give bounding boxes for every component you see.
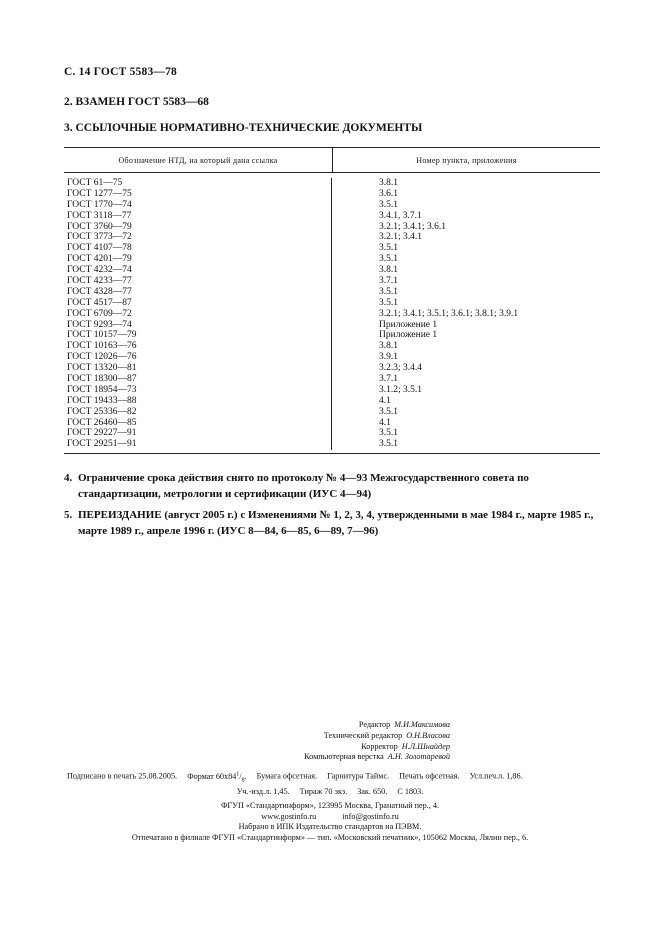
table-cell-clause: 3.2.1; 3.4.1 <box>379 232 423 243</box>
table-cell-clause: 3.7.1 <box>379 374 398 385</box>
table-cell-document: ГОСТ 29251—91 <box>67 439 137 450</box>
credit-role: Технический редактор <box>323 730 403 740</box>
table-cell-clause: 3.8.1 <box>379 178 398 188</box>
table-cell-document: ГОСТ 4201—79 <box>67 254 132 265</box>
section-5-number: 5. <box>64 509 73 521</box>
table-cell-clause: 3.2.3; 3.4.4 <box>379 363 423 374</box>
credit-role: Редактор <box>358 720 391 729</box>
table-cell-document: ГОСТ 9293—74 <box>67 319 132 330</box>
signed-date: Подписано в печать 25.08.2005. <box>67 771 178 781</box>
table-cell-clause: 3.5.1 <box>379 243 398 254</box>
table-cell-clause: 3.2.1; 3.4.1; 3.6.1 <box>379 221 447 232</box>
edition-sheets: Уч.-изд.л. 1,45. <box>236 787 290 797</box>
section-4-number: 4. <box>64 472 73 484</box>
table-cell-clause: 3.5.1 <box>379 199 398 210</box>
table-cell-document: ГОСТ 13320—81 <box>67 363 137 374</box>
table-cell-clause: Приложение 1 <box>379 319 438 330</box>
table-cell-document: ГОСТ 4232—74 <box>67 265 132 276</box>
clause-column <box>332 178 600 450</box>
table-cell-clause: 3.2.1; 3.4.1; 3.5.1; 3.6.1; 3.8.1; 3.9.1 <box>379 308 519 319</box>
credit-layout <box>210 752 450 763</box>
table-cell-document: ГОСТ 3118—77 <box>67 210 132 221</box>
print-run: Тираж 70 экз. <box>299 787 348 797</box>
table-cell-document: ГОСТ 3760—79 <box>67 221 132 232</box>
table-cell-clause: 3.1.2; 3.5.1 <box>379 384 423 395</box>
credits-block <box>210 720 450 763</box>
website-link[interactable]: www.gostinfo.ru <box>261 811 317 821</box>
section-5-text: ПЕРЕИЗДАНИЕ (август 2005 г.) с Изменениями № 1, 2, 3, 4, утвержденными в мае 1984 г., марте 1985 г., марте 1989 г., апреле 1996 г. (ИУС 8—84, 6—85, 6—89, 7—96) <box>78 509 594 537</box>
table-cell-clause: 3.5.1 <box>379 254 398 265</box>
publisher-block <box>40 801 620 843</box>
credit-tech-editor <box>210 731 450 742</box>
publisher-address: ФГУП «Стандартинформ», 123995 Москва, Гранатный пер., 4. <box>220 801 440 810</box>
credit-proofreader <box>210 742 450 753</box>
table-body <box>64 173 600 453</box>
order-number: Зак. 650. <box>357 787 388 797</box>
table-cell-document: ГОСТ 4517—87 <box>67 297 132 308</box>
table-cell-document: ГОСТ 4233—77 <box>67 276 132 287</box>
table-cell-clause: 3.8.1 <box>379 265 398 276</box>
table-cell-clause: 4.1 <box>379 395 391 406</box>
table-cell-clause: 3.6.1 <box>379 188 398 199</box>
table-cell-clause: 3.5.1 <box>379 406 398 417</box>
table-cell-clause: 3.8.1 <box>379 341 398 352</box>
table-cell-document: ГОСТ 18954—73 <box>67 384 137 395</box>
format: Формат $60x84^1/_8$. <box>187 771 247 784</box>
column-header-clause: Номер пункта, приложения <box>416 155 517 165</box>
table-cell-clause: 3.4.1, 3.7.1 <box>379 210 422 221</box>
credit-role: Корректор <box>361 741 398 751</box>
table-cell-document: ГОСТ 25336—82 <box>67 406 137 417</box>
table-cell-clause: 3.7.1 <box>379 276 398 287</box>
typeface: Гарнитура Таймс. <box>327 771 390 781</box>
table-cell-document: ГОСТ 1770—74 <box>67 199 132 210</box>
table-cell-document: ГОСТ 61—75 <box>67 178 123 188</box>
code: С 1803. <box>397 787 424 797</box>
table-cell-document: ГОСТ 19433—88 <box>67 395 137 406</box>
email-link[interactable]: info@gostinfo.ru <box>342 811 399 821</box>
credit-name: О.Н.Власова <box>406 730 450 740</box>
publisher-contacts <box>40 812 620 823</box>
print-info-line-2 <box>60 786 600 797</box>
table-cell-clause: Приложение 1 <box>379 330 438 341</box>
document-column <box>64 178 332 450</box>
print-sheets: Усл.печ.л. 1,86. <box>469 771 523 781</box>
table-cell-document: ГОСТ 4107—78 <box>67 243 132 254</box>
table-cell-document: ГОСТ 4328—77 <box>67 286 132 297</box>
table-cell-clause: 3.5.1 <box>379 286 398 297</box>
table-cell-document: ГОСТ 12026—76 <box>67 352 137 363</box>
table-cell-document: ГОСТ 18300—87 <box>67 374 137 385</box>
credit-role: Компьютерная верстка <box>304 752 384 762</box>
table-cell-clause: 3.9.1 <box>379 352 398 363</box>
table-cell-clause: 3.5.1 <box>379 428 398 439</box>
table-cell-clause: 3.5.1 <box>379 297 398 308</box>
section-3-heading: 3. ССЫЛОЧНЫЕ НОРМАТИВНО-ТЕХНИЧЕСКИЕ ДОКУМЕНТЫ <box>64 122 423 134</box>
table-cell-document: ГОСТ 6709—72 <box>67 308 132 319</box>
section-4-text: Ограничение срока действия снято по протоколу № 4—93 Межгосударственного совета по стандартизации, метрологии и сертификации (ИУС 4—94) <box>78 472 529 500</box>
credit-name: М.И.Максимова <box>394 720 450 729</box>
column-header-document: Обозначение НТД, на который дана ссылка <box>64 148 333 172</box>
credit-editor <box>210 720 450 731</box>
print-info <box>60 769 600 797</box>
table-header <box>64 148 600 173</box>
table-cell-document: ГОСТ 10163—76 <box>67 341 137 352</box>
table-cell-document: ГОСТ 29227—91 <box>67 428 137 439</box>
section-4-paragraph <box>64 470 604 502</box>
table-cell-clause: 4.1 <box>379 417 391 428</box>
credit-name: А.Н. Золотаревой <box>387 752 450 762</box>
table-cell-clause: 3.5.1 <box>379 439 398 450</box>
table-cell-document: ГОСТ 26460—85 <box>67 417 137 428</box>
table-cell-document: ГОСТ 10157—79 <box>67 330 137 341</box>
references-table <box>64 147 600 454</box>
section-5-paragraph <box>64 507 604 539</box>
section-2-heading: 2. ВЗАМЕН ГОСТ 5583—68 <box>64 96 209 108</box>
table-cell-document: ГОСТ 3773—72 <box>67 232 132 243</box>
table-cell-document: ГОСТ 1277—75 <box>67 188 132 199</box>
credit-name: Н.Л.Шнайдер <box>401 741 450 751</box>
printing: Печать офсетная. <box>399 771 460 781</box>
typeset-note: Набрано в ИПК Издательство стандартов на ПЭВМ. <box>238 822 422 832</box>
paper: Бумага офсетная. <box>256 771 318 781</box>
printed-note: Отпечатано в филиале ФГУП «Стандартинформ» — тип. «Московский печатник», 105062 Москва, Лялин пер., 6. <box>131 832 529 842</box>
print-info-line-1 <box>60 769 600 786</box>
page-header: С. 14 ГОСТ 5583—78 <box>64 66 177 78</box>
